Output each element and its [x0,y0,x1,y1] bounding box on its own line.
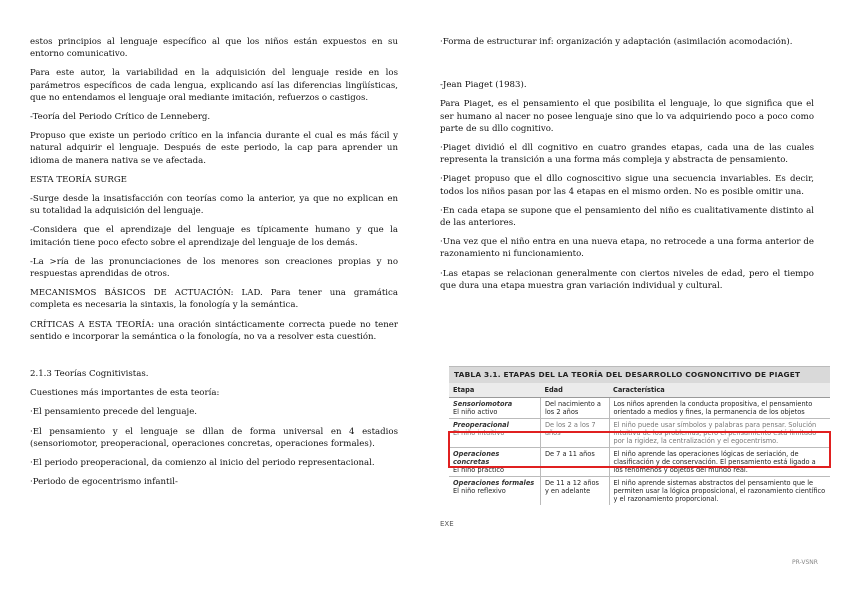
paragraph: -La >ría de las pronunciaciones de los menores son creaciones propias y no respuestas aprendidas de otros. [30,256,398,280]
table-caption: TABLA 3.1. ETAPAS DEL LA TEORÍA DEL DESARROLLO COGNONCITIVO DE PIAGET [449,367,830,384]
stage-subtitle: El niño activo [453,408,498,416]
stage-age: De 11 a 12 años y en adelante [540,477,609,506]
paragraph: -Surge desde la insatisfacción con teorías como la anterior, ya que no explican en su totalidad la adquisición del lenguaje. [30,194,398,217]
column-header: Característica [609,383,830,398]
spacer [440,55,814,79]
paragraph: CRÍTICAS A ESTA TEORÍA: una oración sintácticamente correcta puede no tener sentido e incorporar la semántica o la fonología, no va a resolver esta cuestión. [30,319,398,342]
paragraph: -Considera que el aprendizaje del lenguaje es típicamente humano y que la imitación tiene poco efecto sobre el aprendizaje del lenguaje de los demás. [30,225,398,248]
paragraph: Para Piaget, es el pensamiento el que posibilita el lenguaje, lo que significa que el ser humano al nacer no posee lenguaje sino que lo va adquiriendo poco a poco como parte de su dllo cognitivo. [440,99,814,134]
stage-age: De los 2 a los 7 años [540,419,609,448]
bullet-item: ·Las etapas se relacionan generalmente con ciertos niveles de edad, pero el tiempo que dura una etapa muestra gran variación individual y cultural. [440,268,814,291]
bullet-item: ·En cada etapa se supone que el pensamiento del niño es cualitativamente distinto al de las anteriores. [440,205,814,229]
stage-description: Los niños aprenden la conducta propositiva, el pensamiento orientado a medios y fines, la permanencia de los objetos [609,398,830,419]
paragraph: Para este autor, la variabilidad en la adquisición del lenguaje reside en los parámetros específicos de cada lengua, explicando así las diferencias lingüísticas, que no entendamos el lenguaje oral mediante imitación, refuerzos o castigos. [30,68,398,103]
stage-description: El niño puede usar símbolos y palabras para pensar. Solución intuitiva de los problemas, pero el pensamiento está limitado por la rigidez, la centralización y el egocentrismo. [609,419,830,448]
paragraph: MECANISMOS BÁSICOS DE ACTUACIÓN: LAD. Para tener una gramática completa es necesaria la sintaxis, la fonología y la semántica. [30,288,398,311]
stage-name: Preoperacional [453,421,509,429]
section-heading: -Jean Piaget (1983). [440,80,527,91]
section-heading: 2.1.3 Teorías Cognitivistas. [30,369,149,380]
image-credit: PR-VSNR [792,559,818,566]
column-header: Etapa [449,383,540,398]
bullet-item: ·Piaget dividió el dll cognitivo en cuatro grandes etapas, cada una de las cuales representa la transición a una forma más compleja y abstracta de pensamiento. [440,143,814,166]
stage-name: Operaciones formales [453,479,535,487]
stage-subtitle: El niño intuitivo [453,429,505,437]
bullet-item: ·El periodo preoperacional, da comienzo al inicio del periodo representacional. [30,458,375,469]
side-mark: EXE [440,520,454,528]
stage-age: De 7 a 11 años [540,448,609,477]
stage-description: El niño aprende las operaciones lógicas de seriación, de clasificación y de conservación. El pensamiento está ligado a los fenómenos y objetos del mundo real. [609,448,830,477]
paragraph: Propuso que existe un periodo crítico en la infancia durante el cual es más fácil y natural adquirir el lenguaje. Después de este periodo, la cap para aprender un idioma de manera nativa se ve afectada. [30,131,398,166]
stage-subtitle: El niño reflexivo [453,487,506,495]
bullet-item: ·Forma de estructurar inf: organización y adaptación (asimilación acomodación). [440,37,793,47]
stage-subtitle: El niño práctico [453,466,505,474]
stage-age: Del nacimiento a los 2 años [540,398,609,419]
bullet-item: ·Periodo de egocentrismo infantil- [30,477,178,488]
table-row [449,398,830,419]
bullet-item: ·Una vez que el niño entra en una nueva etapa, no retrocede a una forma anterior de razonamiento ni funcionamiento. [440,237,814,260]
left-column [30,36,398,495]
bullet-item: ·El pensamiento precede del lenguaje. [30,407,198,418]
stage-description: El niño aprende sistemas abstractos del pensamiento que le permiten usar la lógica proposicional, el razonamiento científico y el razonamiento proporcional. [609,477,830,506]
paragraph: Cuestiones más importantes de esta teoría: [30,388,220,399]
column-header: Edad [540,383,609,398]
highlight-box [448,431,831,468]
stage-name: Operaciones concretas [453,450,500,466]
spacer [30,350,398,368]
right-column [440,36,814,299]
table-row [449,477,830,506]
section-heading: ESTA TEORÍA SURGE [30,174,127,185]
paragraph: estos principios al lenguaje específico al que los niños están expuestos en su entorno comunicativo. [30,37,398,60]
stage-name: Sensoriomotora [453,400,513,408]
paragraph: -Teoría del Periodo Crítico de Lenneberg. [30,112,211,123]
bullet-item: ·Piaget propuso que el dllo cognoscitivo sigue una secuencia invariables. Es decir, todos los niños pasan por las 4 etapas en el mismo orden. No es posible omitir una. [440,174,814,197]
bullet-item: ·El pensamiento y el lenguaje se dllan de forma universal en 4 estadios (sensoriomotor, preoperacional, operaciones concretas, operaciones formales). [30,426,398,449]
